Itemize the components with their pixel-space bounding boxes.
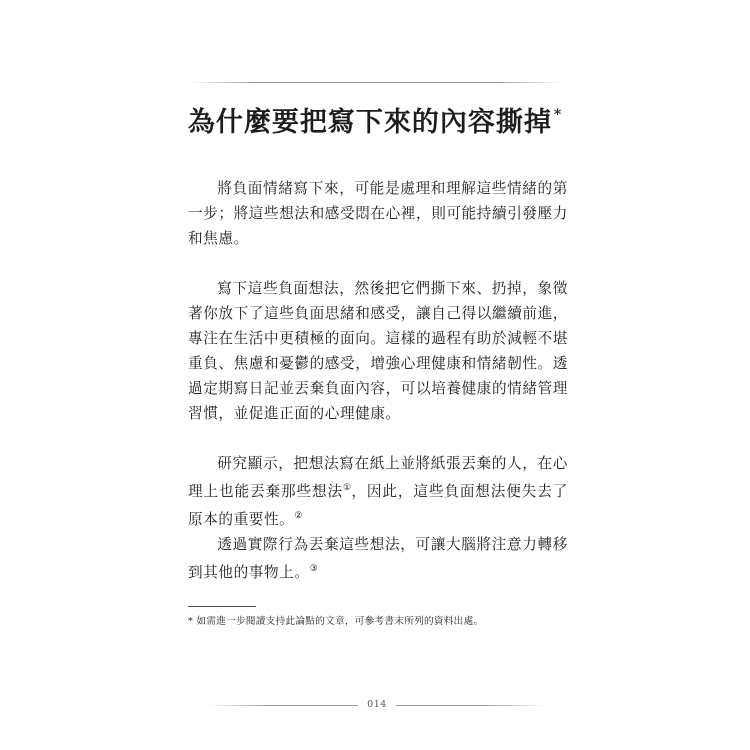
- title-footnote-mark: *: [553, 107, 563, 123]
- header-rule: [190, 82, 562, 83]
- citation-ref-3: ③: [309, 564, 318, 574]
- chapter-title: [0, 95, 750, 143]
- paragraph-1: 將負面情緒寫下來，可能是處理和理解這些情緒的第一步；將這些想法和感受悶在心裡，則可能持續引發壓力和焦慮。: [188, 180, 568, 247]
- chapter-title-text: 為什麼要把寫下來的內容撕掉: [187, 107, 552, 138]
- footnote-rule: [188, 606, 256, 607]
- paragraph-3-text-a: 研究顯示，把想法寫在紙上並將紙張丟棄的人，在心理上也能丟棄那些想法: [188, 455, 568, 500]
- footnote: * 如需進一步閱讀支持此論點的文章，可參考書末所列的資料出處。: [188, 616, 484, 627]
- body-text: [188, 176, 568, 585]
- page-number: 014: [367, 699, 387, 710]
- paragraph-4-text: 透過實際行為丟棄這些想法，可讓大腦將注意力轉移到其他的事物上。: [188, 536, 568, 581]
- paragraph-3-text-b: ，因此，這些負面想法便失去了原本的重要性。: [188, 483, 568, 528]
- citation-ref-2: ②: [294, 511, 303, 521]
- paragraph-4: [188, 532, 568, 585]
- footer-rule-right: [396, 705, 546, 706]
- paragraph-2: 寫下這些負面想法，然後把它們撕下來、扔掉，象徵著你放下了這些負面思緒和感受，讓自己得以繼續前進，專注在生活中更積極的面向。這樣的過程有助於減輕不堪重負、焦慮和憂鬱的感受，增強心理健康和情緒韌性。透過定期寫日記並丟棄負面內容，可以培養健康的情緒管理習慣，並促進正面的心理健康。: [188, 280, 568, 422]
- footer-rule-left: [208, 705, 358, 706]
- paragraph-3: [188, 451, 568, 532]
- citation-ref-1: ①: [342, 483, 352, 493]
